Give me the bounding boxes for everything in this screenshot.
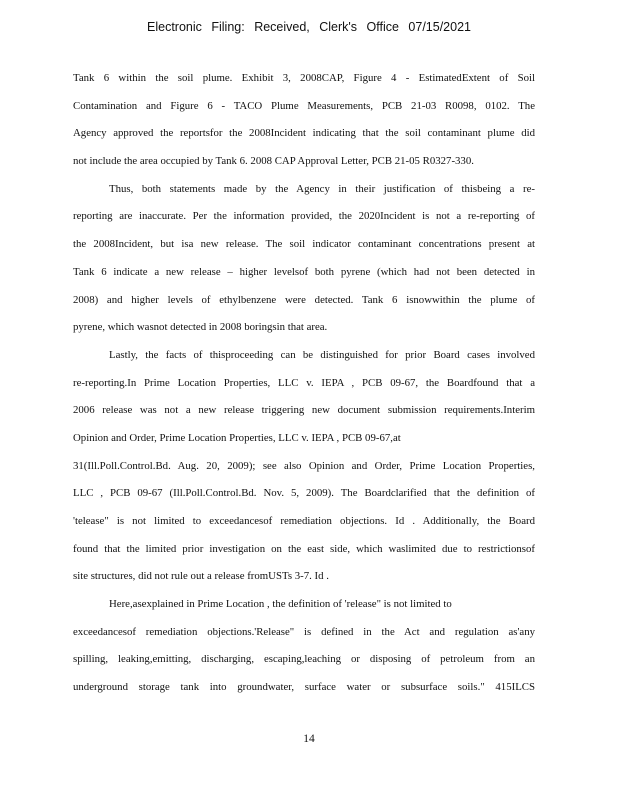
text-line: found that the limited prior investigation on the east side, which waslimited due to restrictionsof [73,542,535,555]
text-line: exceedancesof remediation objections.'Release" is defined in the Act and regulation as'any [73,625,535,638]
text-line: pyrene, which wasnot detected in 2008 boringsin that area. [73,321,328,334]
text-line: Contamination and Figure 6 - TACO Plume Measurements, PCB 21-03 R0098, 0102. The [73,99,535,112]
text-line: Here,asexplained in Prime Location , the definition of 'release" is not limited to [109,598,452,611]
text-line: Tank 6 indicate a new release – higher levelsof both pyrene (which had not been detected in [73,265,535,278]
text-line: site structures, did not rule out a release fromUSTs 3-7. Id . [73,570,329,583]
text-line: 31(Ill.Poll.Control.Bd. Aug. 20, 2009); see also Opinion and Order, Prime Location Properties, [73,459,535,472]
text-line: the 2008Incident, but isa new release. The soil indicator contaminant concentrations present at [73,238,535,251]
text-line: 2008) and higher levels of ethylbenzene were detected. Tank 6 isnowwithin the plume of [73,293,535,306]
text-line: Lastly, the facts of thisproceeding can be distinguished for prior Board cases involved [109,348,535,361]
text-line: underground storage tank into groundwater, surface water or subsurface soils." 415ILCS [73,681,535,694]
text-line: LLC , PCB 09-67 (Ill.Poll.Control.Bd. Nov. 5, 2009). The Boardclarified that the definition of [73,487,535,500]
text-line: Opinion and Order, Prime Location Properties, LLC v. IEPA , PCB 09-67,at [73,431,401,444]
text-line: 'telease" is not limited to exceedancesof remediation objections. Id . Additionally, the Board [73,515,535,527]
text-line: spilling, leaking,emitting, discharging, escaping,leaching or disposing of petroleum from an [73,653,535,666]
text-line: reporting are inaccurate. Per the information provided, the 2020Incident is not a re-reporting of [73,210,535,223]
text-line: 2006 release was not a new release triggering new document submission requirements.Interim [73,404,535,417]
text-line: re-reporting.In Prime Location Properties, LLC v. IEPA , PCB 09-67, the Boardfound that a [73,376,535,389]
text-line: not include the area occupied by Tank 6. 2008 CAP Approval Letter, PCB 21-05 R0327-330. [73,155,474,168]
filing-header: Electronic Filing: Received, Clerk's Office 07/15/2021 [147,20,471,34]
page-number: 14 [303,733,315,745]
text-line: Agency approved the reportsfor the 2008Incident indicating that the soil contaminant plume did [73,127,535,140]
document-body [73,70,535,707]
text-line: Tank 6 within the soil plume. Exhibit 3, 2008CAP, Figure 4 - EstimatedExtent of Soil [73,72,535,84]
text-line: Thus, both statements made by the Agency in their justification of thisbeing a re- [109,182,535,195]
